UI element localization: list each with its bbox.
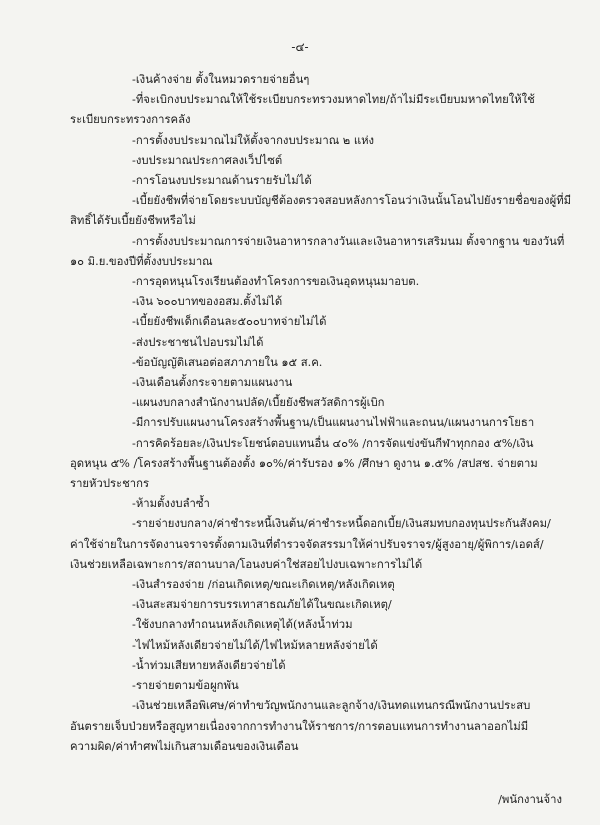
bullet-paragraph [132, 615, 560, 635]
bullet-paragraph [132, 676, 560, 696]
paragraph-first-line: -เงินช่วยเหลือพิเศษ/ค่าทำขวัญพนักงานและลูกจ้าง/เงินทดแทนกรณีพนักงานประสบ [132, 699, 531, 713]
page-number: -๔- [291, 40, 309, 54]
paragraph-first-line: -มีการปรับแผนงานโครงสร้างพื้นฐาน/เป็นแผนงานไฟฟ้าและถนน/แผนงานการโยธา [132, 416, 535, 430]
paragraph-first-line: -เงินสำรองจ่าย /ก่อนเกิดเหตุ/ขณะเกิดเหตุ/หลังเกิดเหตุ [132, 578, 395, 592]
bullet-paragraph [70, 90, 560, 130]
paragraph-continuation-line: อันตรายเจ็บป่วยหรือสูญหายเนื่องจากการทำงานให้ราชการ/การตอบแทนการทำงานลาออกไม่มี [70, 719, 529, 733]
paragraph-first-line: -ใช้งบกลางทำถนนหลังเกิดเหตุได้(หลังน้ำท่วม [132, 618, 353, 632]
paragraph-first-line: -เงินสะสมจ่ายการบรรเทาสาธณภัยได้ในขณะเกิดเหตุ/ [132, 598, 392, 612]
paragraph-first-line: -ไฟไหม้หลังเดียวจ่ายไม่ได้/ไฟไหม้หลายหลังจ่ายได้ [132, 638, 378, 652]
bullet-paragraph [132, 595, 560, 615]
bullet-paragraph [132, 656, 560, 676]
paragraph-continuation-line: อุดหนุน ๕% /โครงสร้างพื้นฐานต้องตั้ง ๑๐%/ค่ารับรอง ๑% /ศึกษา ดูงาน ๑.๕% /สปสช. จ่ายตาม [70, 456, 538, 470]
paragraph-continuation-line: รายหัวประชากร [70, 477, 150, 491]
paragraph-first-line: -ห้ามตั้งงบลำซ้ำ [132, 497, 210, 511]
paragraph-first-line: -เงินเดือนตั้งกระจายตามแผนงาน [132, 376, 293, 390]
paragraph-first-line: -การอุดหนุนโรงเรียนต้องทำโครงการขอเงินอุดหนุนมาอบต. [132, 275, 420, 289]
bullet-paragraph [132, 312, 560, 332]
bullet-paragraph [132, 353, 560, 373]
paragraph-continuation-line: ค่าใช้จ่ายในการจัดงานจราจรตั้งตามเงินที่ตำรวจจัดสรรมาให้ค่าปรับจราจร/ผู้สูงอายุ/ผู้พิการ/เอดส์/ [70, 537, 544, 551]
paragraph-first-line: -การโอนงบประมาณด้านรายรับไม่ได้ [132, 174, 312, 188]
paragraph-first-line: -เงิน ๖๐๐บาทของอสม.ตั้งไม่ได้ [132, 295, 283, 309]
bullet-paragraph [132, 413, 560, 433]
bullet-paragraph [132, 131, 560, 151]
paragraph-continuation-line: ๑๐ มิ.ย.ของปีที่ตั้งงบประมาณ [70, 254, 213, 268]
paragraph-continuation-line: สิทธิ์ได้รับเบี้ยยังชีพหรือไม่ [70, 214, 196, 228]
bullet-paragraph [70, 696, 560, 757]
bullet-paragraph [132, 70, 560, 90]
paragraph-first-line: -เบี้ยยังชีพที่จ่ายโดยระบบบัญชีต้องตรวจสอบหลังการโอนว่าเงินนั้นโอนไปยังรายชื่อของผู้ที่มี [132, 194, 572, 208]
bullet-paragraph [132, 373, 560, 393]
bullet-paragraph [132, 171, 560, 191]
bullet-paragraph [132, 393, 560, 413]
paragraph-first-line: -น้ำท่วมเสียหายหลังเดียวจ่ายได้ [132, 658, 286, 672]
paragraph-first-line: -แผนงบกลางสำนักงานปลัด/เบี้ยยังชีพสวัสดิการผู้เบิก [132, 396, 385, 410]
bullet-paragraph [70, 514, 560, 575]
paragraph-first-line: -ส่งประชาชนไปอบรมไม่ได้ [132, 335, 264, 349]
paragraph-continuation-line: ความผิด/ค่าทำศพไม่เกินสามเดือนของเงินเดือน [70, 739, 299, 753]
paragraph-first-line: -งบประมาณประกาศลงเว็ปไซต์ [132, 153, 283, 167]
paragraph-first-line: -รายจ่ายงบกลาง/ค่าชำระหนี้เงินต้น/ค่าชำระหนี้ดอกเบี้ย/เงินสมทบกองทุนประกันสังคม/ [132, 517, 551, 531]
bullet-paragraph [70, 191, 572, 231]
paragraph-continuation-line: ระเบียบกระทรวงการคลัง [70, 113, 191, 127]
paragraph-first-line: -ที่จะเบิกงบประมาณให้ใช้ระเบียบกระทรวงมหาดไทย/ถ้าไม่มีระเบียบมหาดไทยให้ใช้ [132, 93, 535, 107]
bullet-paragraph [132, 333, 560, 353]
bullet-paragraph [70, 232, 565, 272]
paragraph-first-line: -รายจ่ายตามข้อผูกพัน [132, 679, 239, 693]
bullet-paragraph [132, 272, 560, 292]
paragraph-continuation-line: เงินช่วยเหลือเฉพาะการ/สถานบาล/โอนงบค่าใช่สอยไปงบเฉพาะการไม่ได้ [70, 557, 423, 571]
bullet-paragraph [132, 575, 560, 595]
paragraph-first-line: -การตั้งงบประมาณการจ่ายเงินอาหารกลางวันและเงินอาหารเสริมนม ตั้งจากฐาน ของวันที่ [132, 234, 565, 248]
paragraph-first-line: -เงินค้างจ่าย ตั้งในหมวดรายจ่ายอื่นๆ [132, 73, 310, 86]
bullet-paragraph [132, 636, 560, 656]
document-body [70, 70, 572, 757]
paragraph-first-line: -การตั้งงบประมาณไม่ให้ตั้งจากงบประมาณ ๒ แห่ง [132, 133, 375, 147]
bullet-paragraph [132, 151, 560, 171]
bullet-paragraph [132, 292, 560, 312]
paragraph-first-line: -ข้อบัญญัติเสนอต่อสภาภายใน ๑๕ ส.ค. [132, 355, 323, 369]
bullet-paragraph [132, 494, 560, 514]
paragraph-first-line: -การคิดร้อยละ/เงินประโยชน์ตอบแทนอื่น ๔๐% /การจัดแข่งขันกีฬาทุกกอง ๕%/เงิน [132, 436, 534, 450]
continuation-footer: /พนักงานจ้าง [498, 793, 562, 806]
bullet-paragraph [70, 434, 560, 495]
paragraph-first-line: -เบี้ยยังชีพเด็กเดือนละ๕๐๐บาทจ่ายไม่ได้ [132, 315, 327, 329]
